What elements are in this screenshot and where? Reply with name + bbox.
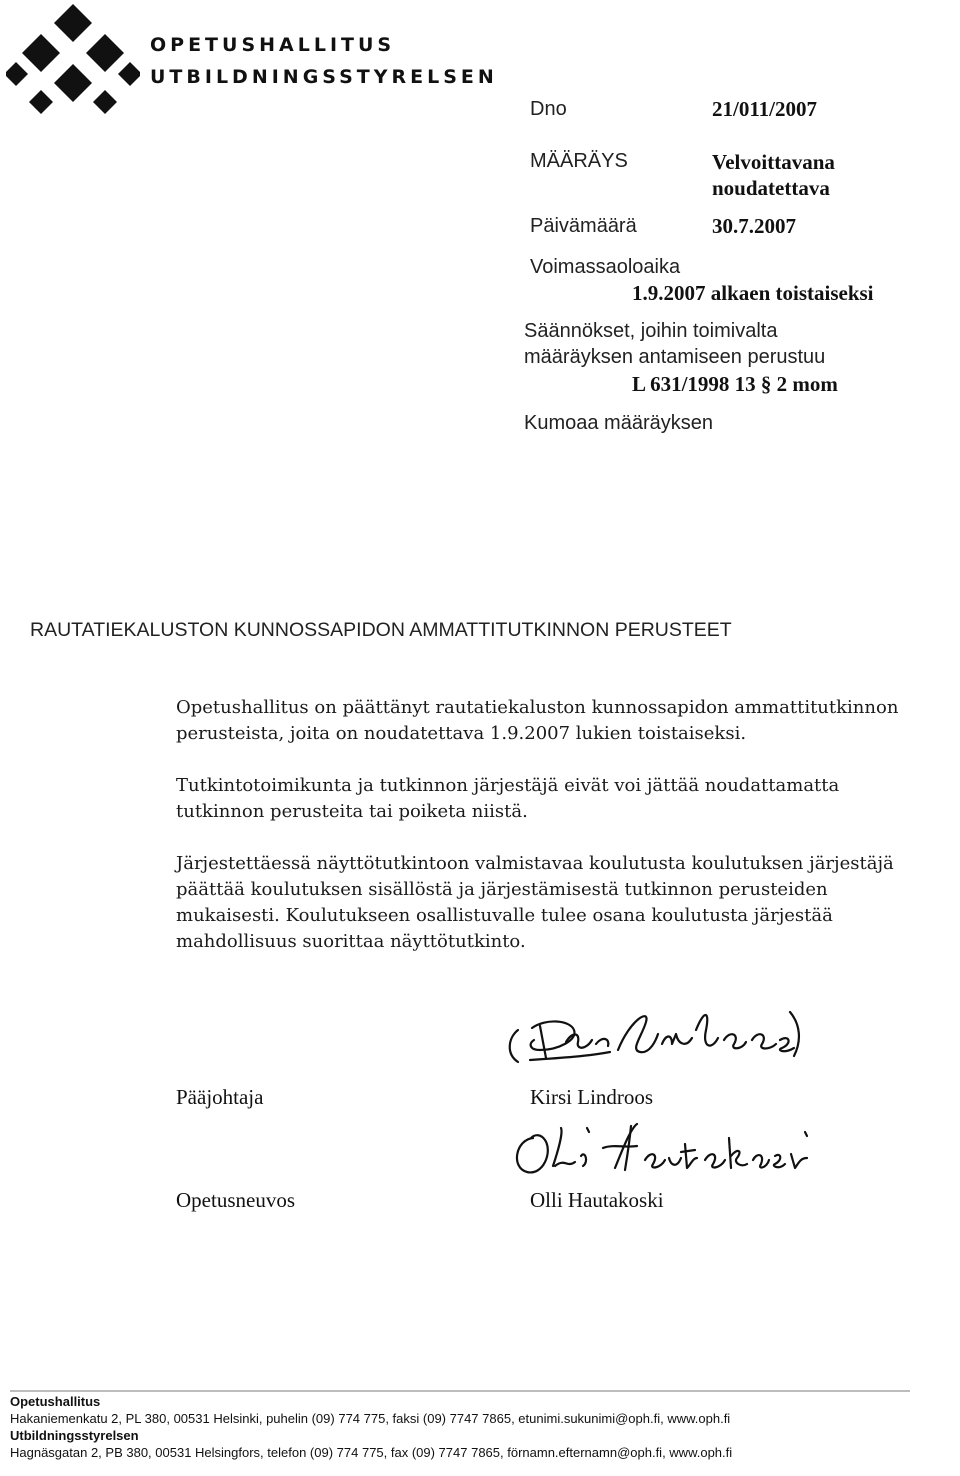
date-value: 30.7.2007 (712, 214, 796, 238)
signature-kirsi-lindroos (500, 1000, 810, 1072)
paragraph-line: mukaisesti. Koulutukseen osallistuvalle tulee osana koulutusta järjestää (176, 905, 833, 926)
paragraph-line: perusteista, joita on noudatettava 1.9.2007 lukien toistaiseksi. (176, 723, 747, 744)
dno-value: 21/011/2007 (712, 97, 818, 121)
paragraph-line: tutkinnon perusteita tai poiketa niistä. (176, 801, 528, 822)
footer-org-fi: Opetushallitus (10, 1394, 101, 1409)
footer-divider (10, 1390, 910, 1392)
validity-value: 1.9.2007 alkaen toistaiseksi (632, 281, 874, 305)
paragraph-line: mahdollisuus suorittaa näyttötutkinto. (176, 931, 526, 952)
footer-address-fi: Hakaniemenkatu 2, PL 380, 00531 Helsinki, puhelin (09) 774 775, faksi (09) 7747 7865, etunimi.sukunimi@oph.fi, www.oph.fi (10, 1411, 731, 1426)
organization-logo-mark (6, 2, 140, 118)
paragraph-decision (176, 695, 898, 747)
paragraph-obligation (176, 773, 839, 825)
paragraph-training (176, 851, 894, 955)
basis-label-line2: määräyksen antamiseen perustuu (524, 346, 826, 368)
basis-label-line1: Säännökset, joihin toimivalta (524, 320, 778, 342)
signature-olli-hautakoski (505, 1118, 825, 1180)
paragraph-line: Opetushallitus on päättänyt rautatiekaluston kunnossapidon ammattitutkinnon (176, 697, 899, 718)
document-title: RAUTATIEKALUSTON KUNNOSSAPIDON AMMATTITUTKINNON PERUSTEET (30, 619, 732, 641)
signatory-role-1: Pääjohtaja (176, 1085, 264, 1109)
repeals-label: Kumoaa määräyksen (524, 412, 713, 434)
document-type-label: MÄÄRÄYS (530, 150, 628, 172)
document-type-value-line1: Velvoittavana (712, 150, 835, 174)
letterhead-org-fi: OPETUSHALLITUS (150, 34, 396, 56)
dno-label: Dno (530, 98, 567, 120)
logo-diamond-icon (6, 4, 140, 114)
footer-org-sv: Utbildningsstyrelsen (10, 1428, 139, 1443)
document-type-value-line2: noudatettava (712, 176, 830, 200)
signatory-name-2: Olli Hautakoski (530, 1188, 664, 1212)
paragraph-line: Tutkintotoimikunta ja tutkinnon järjestäjä eivät voi jättää noudattamatta (176, 775, 840, 796)
signatory-role-2: Opetusneuvos (176, 1188, 295, 1212)
footer-address-sv: Hagnäsgatan 2, PB 380, 00531 Helsingfors, telefon (09) 774 775, fax (09) 7747 7865, förnamn.efternamn@oph.fi, www.oph.fi (10, 1445, 733, 1460)
date-label: Päivämäärä (530, 215, 637, 237)
basis-value: L 631/1998 13 § 2 mom (632, 372, 838, 396)
letterhead-org-sv: UTBILDNINGSSTYRELSEN (150, 66, 498, 88)
paragraph-line: Järjestettäessä näyttötutkintoon valmistavaa koulutusta koulutuksen järjestäjä (176, 853, 894, 874)
signatory-name-1: Kirsi Lindroos (530, 1085, 654, 1109)
paragraph-line: päättää koulutuksen sisällöstä ja järjestämisestä tutkinnon perusteiden (176, 879, 828, 900)
validity-label: Voimassaoloaika (530, 256, 681, 278)
